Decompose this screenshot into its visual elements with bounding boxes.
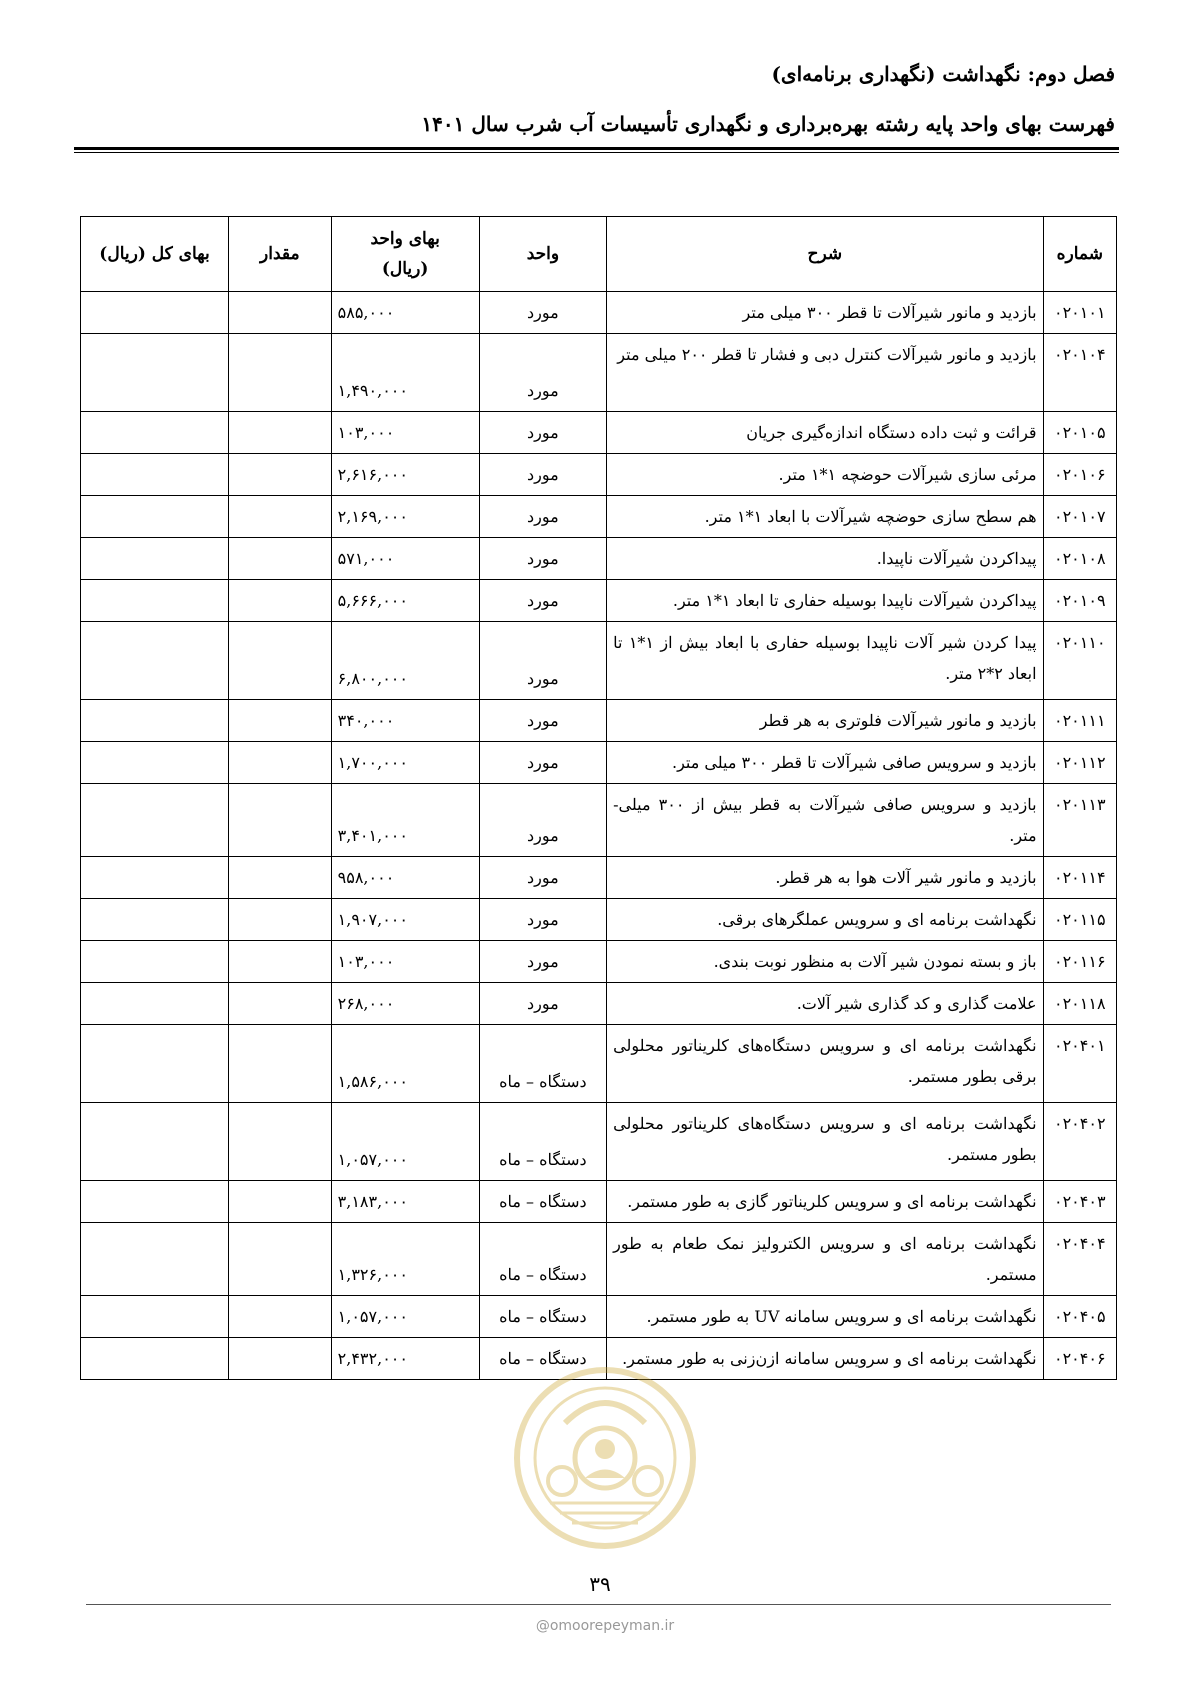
row-unit: مورد bbox=[479, 454, 606, 496]
row-description: بازدید و مانور شیرآلات کنترل دبی و فشار تا قطر ۲۰۰ میلی متر bbox=[607, 334, 1043, 412]
row-total-price bbox=[81, 899, 229, 941]
row-description: علامت گذاری و کد گذاری شیر آلات. bbox=[607, 983, 1043, 1025]
row-total-price bbox=[81, 941, 229, 983]
row-code: ۰۲۰۴۰۲ bbox=[1043, 1103, 1116, 1181]
row-unit-price: ۱,۹۰۷,۰۰۰ bbox=[331, 899, 479, 941]
row-quantity bbox=[229, 1338, 332, 1380]
header-unit-price bbox=[331, 217, 479, 292]
row-description: نگهداشت برنامه ای و سرویس عملگرهای برقی. bbox=[607, 899, 1043, 941]
row-unit: مورد bbox=[479, 700, 606, 742]
row-unit-price: ۱,۰۵۷,۰۰۰ bbox=[331, 1296, 479, 1338]
row-code: ۰۲۰۱۱۵ bbox=[1043, 899, 1116, 941]
row-unit: مورد bbox=[479, 580, 606, 622]
header-divider bbox=[74, 147, 1119, 150]
row-total-price bbox=[81, 580, 229, 622]
header-description: شرح bbox=[607, 217, 1043, 292]
row-code: ۰۲۰۱۰۴ bbox=[1043, 334, 1116, 412]
row-description: بازدید و مانور شیر آلات هوا به هر قطر. bbox=[607, 857, 1043, 899]
header-unit: واحد bbox=[479, 217, 606, 292]
row-code: ۰۲۰۴۰۱ bbox=[1043, 1025, 1116, 1103]
row-quantity bbox=[229, 1103, 332, 1181]
page-number: ۳۹ bbox=[589, 1572, 611, 1596]
table-row bbox=[81, 580, 1117, 622]
row-quantity bbox=[229, 412, 332, 454]
row-unit: مورد bbox=[479, 622, 606, 700]
row-total-price bbox=[81, 1025, 229, 1103]
row-code: ۰۲۰۱۱۴ bbox=[1043, 857, 1116, 899]
row-unit-price: ۱,۷۰۰,۰۰۰ bbox=[331, 742, 479, 784]
row-unit-price: ۵۸۵,۰۰۰ bbox=[331, 292, 479, 334]
row-unit: دستگاه – ماه bbox=[479, 1025, 606, 1103]
row-unit-price: ۹۵۸,۰۰۰ bbox=[331, 857, 479, 899]
table-row bbox=[81, 1296, 1117, 1338]
row-unit: مورد bbox=[479, 742, 606, 784]
header-divider-thin bbox=[74, 152, 1119, 153]
company-seal-stamp bbox=[510, 1363, 700, 1553]
row-unit-price: ۲,۱۶۹,۰۰۰ bbox=[331, 496, 479, 538]
row-quantity bbox=[229, 496, 332, 538]
row-unit-price: ۱,۳۲۶,۰۰۰ bbox=[331, 1223, 479, 1296]
row-description: نگهداشت برنامه ای و سرویس دستگاه‌های کلریناتور محلولی بطور مستمر. bbox=[607, 1103, 1043, 1181]
row-quantity bbox=[229, 1025, 332, 1103]
row-total-price bbox=[81, 784, 229, 857]
row-code: ۰۲۰۱۰۶ bbox=[1043, 454, 1116, 496]
row-description: نگهداشت برنامه ای و سرویس کلریناتور گازی به طور مستمر. bbox=[607, 1181, 1043, 1223]
row-total-price bbox=[81, 538, 229, 580]
row-unit: دستگاه – ماه bbox=[479, 1181, 606, 1223]
header-total-price: بهای کل (ریال) bbox=[81, 217, 229, 292]
row-unit: مورد bbox=[479, 857, 606, 899]
row-description: بازدید و مانور شیرآلات تا قطر ۳۰۰ میلی متر bbox=[607, 292, 1043, 334]
row-description: باز و بسته نمودن شیر آلات به منظور نوبت بندی. bbox=[607, 941, 1043, 983]
row-code: ۰۲۰۱۱۶ bbox=[1043, 941, 1116, 983]
table-row bbox=[81, 1223, 1117, 1296]
row-quantity bbox=[229, 538, 332, 580]
row-quantity bbox=[229, 784, 332, 857]
table-row bbox=[81, 412, 1117, 454]
row-code: ۰۲۰۱۱۰ bbox=[1043, 622, 1116, 700]
table-row bbox=[81, 983, 1117, 1025]
row-unit-price: ۳,۴۰۱,۰۰۰ bbox=[331, 784, 479, 857]
table-row bbox=[81, 941, 1117, 983]
chapter-title: فصل دوم: نگهداشت (نگهداری برنامه‌ای) bbox=[771, 62, 1115, 86]
row-unit: مورد bbox=[479, 941, 606, 983]
row-quantity bbox=[229, 941, 332, 983]
row-code: ۰۲۰۱۰۸ bbox=[1043, 538, 1116, 580]
row-quantity bbox=[229, 857, 332, 899]
row-description: نگهداشت برنامه ای و سرویس سامانه UV به طور مستمر. bbox=[607, 1296, 1043, 1338]
table-row bbox=[81, 496, 1117, 538]
row-unit: مورد bbox=[479, 784, 606, 857]
row-quantity bbox=[229, 622, 332, 700]
row-total-price bbox=[81, 857, 229, 899]
row-description: قرائت و ثبت داده دستگاه اندازه‌گیری جریان bbox=[607, 412, 1043, 454]
header-quantity: مقدار bbox=[229, 217, 332, 292]
row-unit: دستگاه – ماه bbox=[479, 1103, 606, 1181]
row-code: ۰۲۰۴۰۳ bbox=[1043, 1181, 1116, 1223]
table-row bbox=[81, 622, 1117, 700]
row-total-price bbox=[81, 622, 229, 700]
row-quantity bbox=[229, 454, 332, 496]
header-code: شماره bbox=[1043, 217, 1116, 292]
table-header-row bbox=[81, 217, 1117, 292]
table-row bbox=[81, 857, 1117, 899]
row-unit: دستگاه – ماه bbox=[479, 1338, 606, 1380]
row-total-price bbox=[81, 1338, 229, 1380]
table-row bbox=[81, 784, 1117, 857]
row-code: ۰۲۰۴۰۶ bbox=[1043, 1338, 1116, 1380]
row-code: ۰۲۰۱۰۱ bbox=[1043, 292, 1116, 334]
row-unit-price: ۱۰۳,۰۰۰ bbox=[331, 941, 479, 983]
row-unit: دستگاه – ماه bbox=[479, 1296, 606, 1338]
table-row bbox=[81, 334, 1117, 412]
row-quantity bbox=[229, 1223, 332, 1296]
row-unit-price: ۳۴۰,۰۰۰ bbox=[331, 700, 479, 742]
row-total-price bbox=[81, 1181, 229, 1223]
row-quantity bbox=[229, 983, 332, 1025]
row-total-price bbox=[81, 1296, 229, 1338]
row-unit-price: ۲,۴۳۲,۰۰۰ bbox=[331, 1338, 479, 1380]
row-total-price bbox=[81, 496, 229, 538]
price-list-title: فهرست بهای واحد پایه رشته بهره‌برداری و نگهداری تأسیسات آب شرب سال ۱۴۰۱ bbox=[421, 112, 1115, 136]
row-unit-price: ۵,۶۶۶,۰۰۰ bbox=[331, 580, 479, 622]
header-unit-price-currency: (ریال) bbox=[381, 259, 429, 279]
row-quantity bbox=[229, 742, 332, 784]
table-row bbox=[81, 454, 1117, 496]
row-description: نگهداشت برنامه ای و سرویس دستگاه‌های کلریناتور محلولی برقی بطور مستمر. bbox=[607, 1025, 1043, 1103]
row-quantity bbox=[229, 334, 332, 412]
row-total-price bbox=[81, 454, 229, 496]
row-unit-price: ۵۷۱,۰۰۰ bbox=[331, 538, 479, 580]
row-total-price bbox=[81, 700, 229, 742]
row-unit-price: ۱,۰۵۷,۰۰۰ bbox=[331, 1103, 479, 1181]
row-total-price bbox=[81, 412, 229, 454]
price-list-table bbox=[80, 216, 1117, 1380]
table-row bbox=[81, 1103, 1117, 1181]
row-unit-price: ۲۶۸,۰۰۰ bbox=[331, 983, 479, 1025]
row-unit-price: ۱,۵۸۶,۰۰۰ bbox=[331, 1025, 479, 1103]
row-code: ۰۲۰۴۰۴ bbox=[1043, 1223, 1116, 1296]
table-row bbox=[81, 700, 1117, 742]
row-description: مرئی سازی شیرآلات حوضچه ۱*۱ متر. bbox=[607, 454, 1043, 496]
row-quantity bbox=[229, 1181, 332, 1223]
row-unit-price: ۳,۱۸۳,۰۰۰ bbox=[331, 1181, 479, 1223]
row-unit: مورد bbox=[479, 334, 606, 412]
row-unit-price: ۱۰۳,۰۰۰ bbox=[331, 412, 479, 454]
row-total-price bbox=[81, 1223, 229, 1296]
row-quantity bbox=[229, 899, 332, 941]
row-total-price bbox=[81, 742, 229, 784]
row-code: ۰۲۰۱۰۵ bbox=[1043, 412, 1116, 454]
row-description: نگهداشت برنامه ای و سرویس الکترولیز نمک طعام به طور مستمر. bbox=[607, 1223, 1043, 1296]
row-unit: مورد bbox=[479, 496, 606, 538]
row-total-price bbox=[81, 1103, 229, 1181]
row-code: ۰۲۰۴۰۵ bbox=[1043, 1296, 1116, 1338]
row-description: پیداکردن شیرآلات ناپیدا. bbox=[607, 538, 1043, 580]
row-unit: مورد bbox=[479, 292, 606, 334]
row-total-price bbox=[81, 334, 229, 412]
row-description: بازدید و سرویس صافی شیرآلات به قطر بیش از ۳۰۰ میلی- متر. bbox=[607, 784, 1043, 857]
row-description: پیداکردن شیرآلات ناپیدا بوسیله حفاری تا ابعاد ۱*۱ متر. bbox=[607, 580, 1043, 622]
row-code: ۰۲۰۱۰۷ bbox=[1043, 496, 1116, 538]
table-row bbox=[81, 899, 1117, 941]
row-unit: دستگاه – ماه bbox=[479, 1223, 606, 1296]
row-unit: مورد bbox=[479, 412, 606, 454]
row-quantity bbox=[229, 292, 332, 334]
row-code: ۰۲۰۱۱۸ bbox=[1043, 983, 1116, 1025]
row-description: بازدید و مانور شیرآلات فلوتری به هر قطر bbox=[607, 700, 1043, 742]
table-row bbox=[81, 1181, 1117, 1223]
footer-divider bbox=[86, 1604, 1111, 1605]
row-quantity bbox=[229, 580, 332, 622]
row-description: بازدید و سرویس صافی شیرآلات تا قطر ۳۰۰ میلی متر. bbox=[607, 742, 1043, 784]
table-row bbox=[81, 292, 1117, 334]
row-unit: مورد bbox=[479, 899, 606, 941]
row-unit-price: ۱,۴۹۰,۰۰۰ bbox=[331, 334, 479, 412]
row-unit-price: ۶,۸۰۰,۰۰۰ bbox=[331, 622, 479, 700]
row-description: پیدا کردن شیر آلات ناپیدا بوسیله حفاری با ابعاد بیش از ۱*۱ تا ابعاد ۲*۲ متر. bbox=[607, 622, 1043, 700]
row-total-price bbox=[81, 983, 229, 1025]
row-description: نگهداشت برنامه ای و سرویس سامانه ازن‌زنی به طور مستمر. bbox=[607, 1338, 1043, 1380]
row-total-price bbox=[81, 292, 229, 334]
row-code: ۰۲۰۱۱۱ bbox=[1043, 700, 1116, 742]
row-unit-price: ۲,۶۱۶,۰۰۰ bbox=[331, 454, 479, 496]
row-quantity bbox=[229, 1296, 332, 1338]
row-code: ۰۲۰۱۱۲ bbox=[1043, 742, 1116, 784]
table-row bbox=[81, 538, 1117, 580]
row-unit: مورد bbox=[479, 538, 606, 580]
watermark-text: @omoorepeyman.ir bbox=[535, 1618, 675, 1634]
table-row bbox=[81, 1025, 1117, 1103]
table-row bbox=[81, 742, 1117, 784]
row-unit: مورد bbox=[479, 983, 606, 1025]
row-code: ۰۲۰۱۰۹ bbox=[1043, 580, 1116, 622]
row-code: ۰۲۰۱۱۳ bbox=[1043, 784, 1116, 857]
row-description: هم سطح سازی حوضچه شیرآلات با ابعاد ۱*۱ متر. bbox=[607, 496, 1043, 538]
header-unit-price-label: بهای واحد bbox=[370, 229, 440, 249]
row-quantity bbox=[229, 700, 332, 742]
